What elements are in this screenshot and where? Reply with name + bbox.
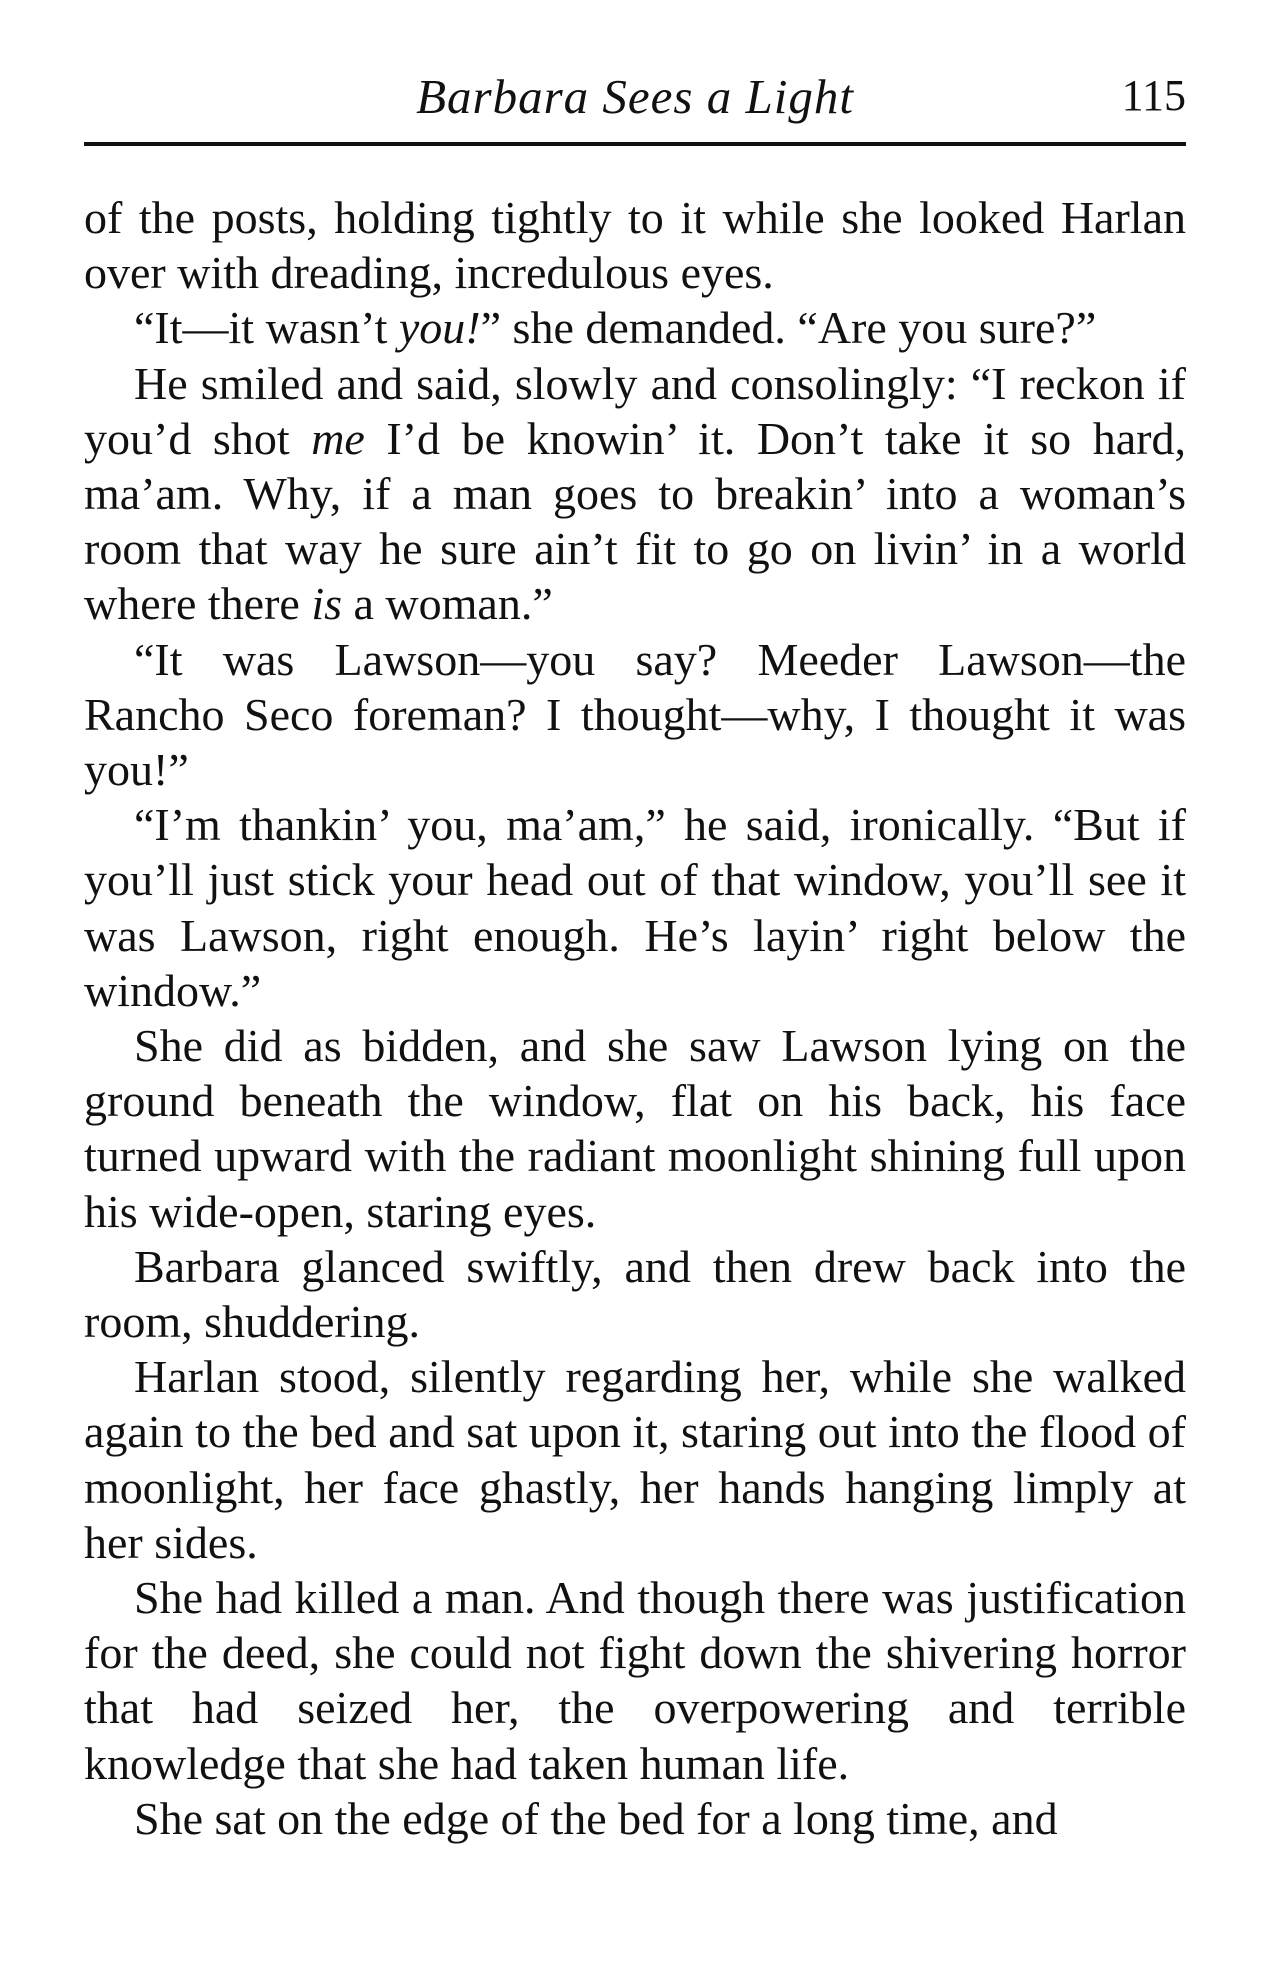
emphasized-text: you! xyxy=(398,302,481,354)
chapter-title: Barbara Sees a Light xyxy=(416,69,854,124)
paragraph-text: She sat on the edge of the bed for a long time, and xyxy=(134,1792,1058,1844)
paragraph xyxy=(84,300,1186,355)
paragraph-text: I’d be knowin’ it. Don’t take it so hard, ma’am. Why, if a man goes to breakin’ into a woman’s room that way he sure ain’t fit to go on livin’ in a world where there xyxy=(84,412,1186,630)
header-rule xyxy=(84,142,1186,146)
emphasized-text: me xyxy=(311,412,365,464)
paragraph xyxy=(84,190,1186,300)
paragraph-text: “It—it wasn’t xyxy=(134,302,399,354)
emphasized-text: is xyxy=(311,578,342,630)
paragraph xyxy=(84,1791,1186,1846)
paragraph xyxy=(84,356,1186,632)
paragraph-text: “It was Lawson—you say? Meeder Lawson—the Rancho Seco foreman? I thought—why, I thought it was you!” xyxy=(84,633,1186,796)
running-head xyxy=(84,60,1186,132)
paragraph-text: ” she demanded. “Are you sure?” xyxy=(480,302,1097,354)
paragraph xyxy=(84,1018,1186,1239)
paragraph xyxy=(84,1570,1186,1791)
paragraph-text: a woman.” xyxy=(342,578,553,630)
paragraph-text: Barbara glanced swiftly, and then drew back into the room, shuddering. xyxy=(84,1240,1186,1348)
paragraph xyxy=(84,632,1186,798)
paragraph xyxy=(84,1239,1186,1349)
paragraph xyxy=(84,1349,1186,1570)
paragraph-text: She did as bidden, and she saw Lawson lying on the ground beneath the window, flat on his back, his face turned upward with the radiant moonlight shining full upon his wide-open, staring eyes. xyxy=(84,1020,1186,1237)
paragraph-text: Harlan stood, silently regarding her, while she walked again to the bed and sat upon it, staring out into the flood of moonlight, her face ghastly, her hands hanging limply at her sides. xyxy=(84,1351,1186,1568)
paragraph-text: “I’m thankin’ you, ma’am,” he said, ironically. “But if you’ll just stick your head out of that window, you’ll see it was Lawson, right enough. He’s layin’ right below the window.” xyxy=(84,799,1186,1016)
page-number: 115 xyxy=(1121,71,1186,120)
body-text xyxy=(84,190,1186,1846)
paragraph xyxy=(84,797,1186,1018)
paragraph-text: of the posts, holding tightly to it while she looked Harlan over with dreading, incredulous eyes. xyxy=(84,192,1186,299)
paragraph-text: She had killed a man. And though there was justification for the deed, she could not fight down the shivering horror that had seized her, the overpowering and terrible knowledge that she had taken human life. xyxy=(84,1572,1186,1789)
paragraph-text: He smiled and said, slowly and consolingly: “I reckon if you’d shot xyxy=(84,357,1186,464)
book-page xyxy=(84,60,1186,1844)
